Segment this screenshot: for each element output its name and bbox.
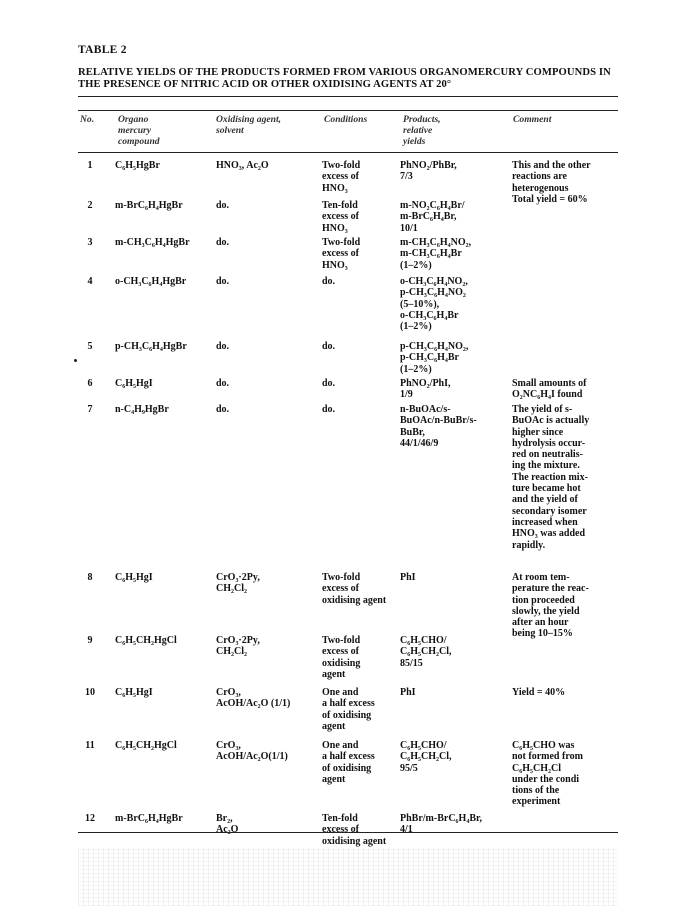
cell-agent-row-4: do. (216, 276, 230, 287)
cell-comment-row-1: This and the other reactions are heterogenous Total yield = 60% (512, 160, 591, 205)
cell-comment-row-11: C₆H₅CHO was not formed from C₆H₅CH₂Cl under the condi tions of the experiment (512, 740, 583, 808)
cell-conditions-row-8: Two-fold excess of oxidising agent (322, 572, 387, 606)
cell-products-row-3: m-CH₃C₆H₄NO₂, m-CH₃C₆H₄Br (1–2%) (400, 237, 472, 271)
cell-conditions-row-9: Two-fold excess of oxidising agent (322, 635, 361, 680)
header-bottom-rule (78, 152, 618, 153)
cell-no-row-8: 8 (87, 572, 93, 583)
cell-no-row-4: 4 (87, 276, 93, 287)
cell-agent-row-1: HNO₃, Ac₂O (216, 160, 269, 171)
cell-conditions-row-1: Two-fold excess of HNO₃ (322, 160, 361, 194)
cell-compound-row-1: C₆H₅HgBr (115, 160, 160, 171)
header-agent: Oxidising agent, solvent (216, 114, 282, 136)
table-label: TABLE 2 (78, 44, 127, 56)
header-comment: Comment (513, 114, 552, 125)
cell-no-row-12: 12 (85, 813, 95, 824)
cell-products-row-11: C₆H₅CHO/ C₆H₅CH₂Cl, 95/5 (400, 740, 452, 774)
cell-conditions-row-11: One and a half excess of oxidising agent (322, 740, 375, 785)
cell-agent-row-2: do. (216, 200, 230, 211)
cell-compound-row-6: C₆H₅HgI (115, 378, 153, 389)
cell-agent-row-5: do. (216, 341, 230, 352)
header-conditions: Conditions (324, 114, 368, 125)
cell-compound-row-10: C₆H₅HgI (115, 687, 153, 698)
bottom-rule (78, 832, 618, 833)
cell-no-row-2: 2 (87, 200, 93, 211)
cell-agent-row-7: do. (216, 404, 230, 415)
cell-products-row-4: o-CH₃C₆H₄NO₂, p-CH₃C₆H₄NO₂ (5–10%), o-CH₃C₆H₄Br (1–2%) (400, 276, 468, 333)
cell-no-row-3: 3 (87, 237, 93, 248)
cell-conditions-row-3: Two-fold excess of HNO₃ (322, 237, 361, 271)
cell-compound-row-12: m-BrC₆H₄HgBr (115, 813, 183, 824)
cell-conditions-row-4: do. (322, 276, 336, 287)
cell-products-row-2: m-NO₂C₆H₄Br/ m-BrC₆H₄Br, 10/1 (400, 200, 465, 234)
cell-agent-row-8: CrO₃·2Py, CH₂Cl₂ (216, 572, 260, 595)
cell-compound-row-3: m-CH₃C₆H₄HgBr (115, 237, 190, 248)
cell-agent-row-12: Br₂, Ac₂O (216, 813, 239, 836)
cell-conditions-row-6: do. (322, 378, 336, 389)
cell-compound-row-2: m-BrC₆H₄HgBr (115, 200, 183, 211)
cell-no-row-5: 5 (87, 341, 93, 352)
cell-agent-row-9: CrO₃·2Py, CH₂Cl₂ (216, 635, 260, 658)
cell-products-row-8: PhI (400, 572, 416, 583)
cell-compound-row-4: o-CH₃C₆H₄HgBr (115, 276, 187, 287)
cell-compound-row-5: p-CH₃C₆H₄HgBr (115, 341, 187, 352)
cell-comment-row-6: Small amounts of O₂NC₆H₄I found (512, 378, 587, 401)
cell-products-row-6: PhNO₂/PhI, 1/9 (400, 378, 451, 401)
cell-agent-row-10: CrO₃, AcOH/Ac₂O (1/1) (216, 687, 291, 710)
cell-conditions-row-5: do. (322, 341, 336, 352)
cell-comment-row-10: Yield = 40% (512, 687, 566, 698)
cell-compound-row-7: n-C₄H₉HgBr (115, 404, 169, 415)
cell-no-row-6: 6 (87, 378, 93, 389)
stray-mark (74, 359, 77, 362)
header-products: Products, relative yields (403, 114, 441, 147)
cell-no-row-10: 10 (85, 687, 95, 698)
table-caption: RELATIVE YIELDS OF THE PRODUCTS FORMED FROM VARIOUS ORGANOMERCURY COMPOUNDS IN THE PRESENCE OF NITRIC ACID OR OTHER OXIDISING AGENTS AT 20° (78, 67, 611, 90)
header-no: No. (80, 114, 95, 125)
cell-conditions-row-12: Ten-fold excess of oxidising agent (322, 813, 387, 847)
cell-conditions-row-7: do. (322, 404, 336, 415)
cell-no-row-9: 9 (87, 635, 93, 646)
cell-agent-row-6: do. (216, 378, 230, 389)
scan-noise (78, 848, 618, 906)
cell-products-row-10: PhI (400, 687, 416, 698)
cell-agent-row-3: do. (216, 237, 230, 248)
cell-comment-row-7: The yield of s- BuOAc is actually higher since hydrolysis occur- red on neutralis- ing the mixture. The reaction mix- ture became hot and the yield of secondary isomer increased when HNO₃ was added rapidly. (512, 404, 590, 551)
cell-agent-row-11: CrO₃, AcOH/Ac₂O(1/1) (216, 740, 288, 763)
cell-products-row-1: PhNO₂/PhBr, 7/3 (400, 160, 457, 183)
cell-compound-row-11: C₆H₅CH₂HgCl (115, 740, 177, 751)
cell-conditions-row-2: Ten-fold excess of HNO₃ (322, 200, 359, 234)
cell-compound-row-9: C₆H₅CH₂HgCl (115, 635, 177, 646)
cell-comment-row-8: At room tem- perature the reac- tion proceeded slowly, the yield after an hour being 10–15% (512, 572, 589, 640)
cell-no-row-7: 7 (87, 404, 93, 415)
cell-products-row-7: n-BuOAc/s- BuOAc/n-BuBr/s- BuBr, 44/1/46/9 (400, 404, 477, 449)
cell-products-row-12: PhBr/m-BrC₆H₄Br, 4/1 (400, 813, 483, 836)
top-rule (78, 96, 618, 97)
cell-products-row-9: C₆H₅CHO/ C₆H₅CH₂Cl, 85/15 (400, 635, 452, 669)
cell-no-row-1: 1 (87, 160, 93, 171)
cell-compound-row-8: C₆H₅HgI (115, 572, 153, 583)
header-top-rule (78, 110, 618, 111)
cell-no-row-11: 11 (85, 740, 95, 751)
header-compound: Organo mercury compound (118, 114, 160, 147)
cell-products-row-5: p-CH₃C₆H₄NO₂, p-CH₃C₆H₄Br (1–2%) (400, 341, 469, 375)
cell-conditions-row-10: One and a half excess of oxidising agent (322, 687, 375, 732)
